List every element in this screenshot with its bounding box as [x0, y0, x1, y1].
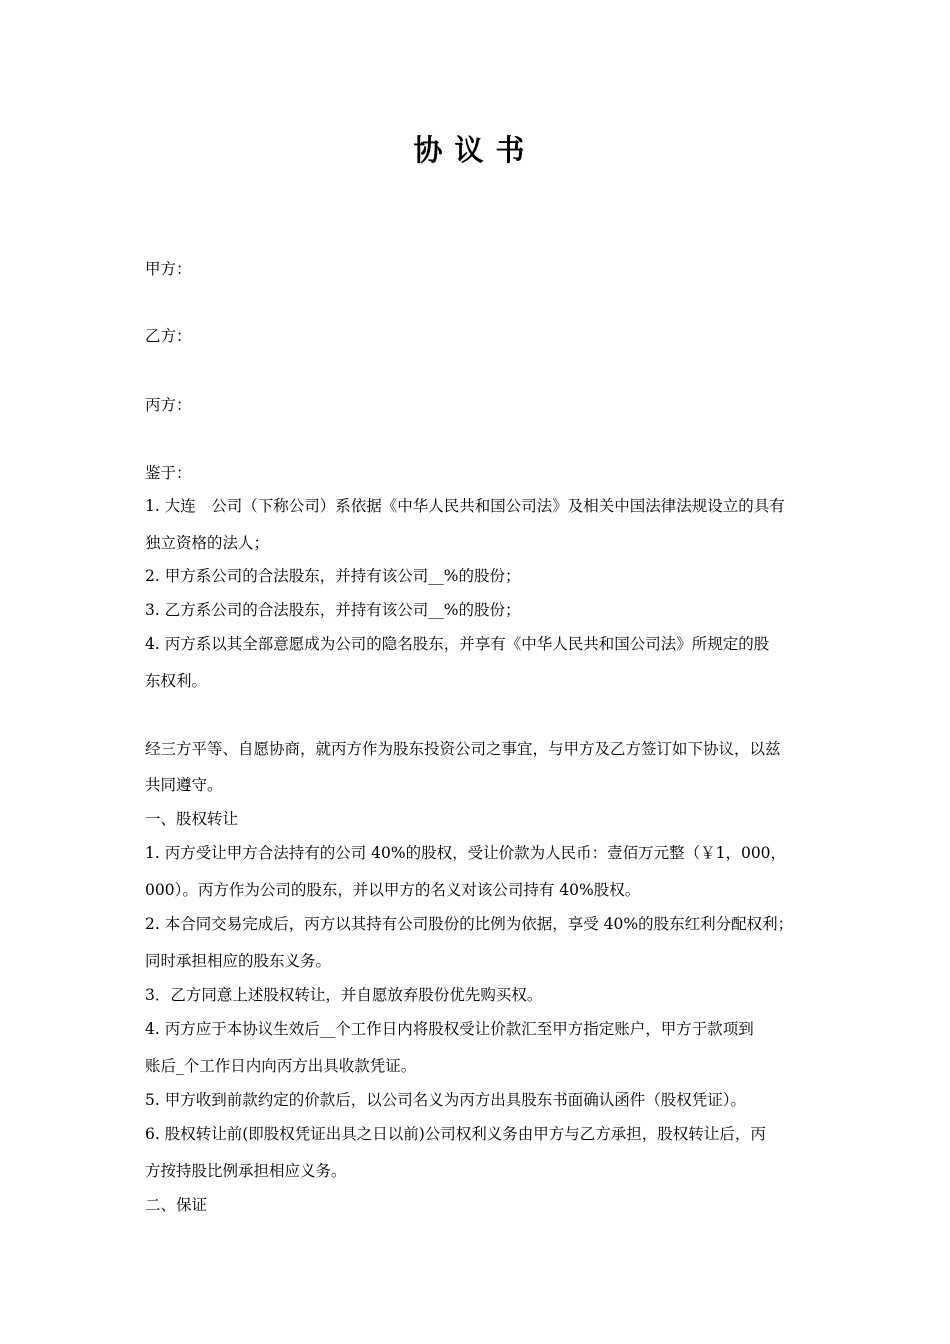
preamble-line: 经三方平等、自愿协商，就丙方作为股东投资公司之事宜，与甲方及乙方签订如下协议，以兹	[145, 740, 781, 758]
section-line: 同时承担相应的股东义务。	[145, 952, 332, 970]
section-line: 方按持股比例承担相应义务。	[145, 1162, 347, 1180]
section-line: 5. 甲方收到前款约定的价款后，以公司名义为丙方出具股东书面确认函件（股权凭证）。	[145, 1091, 746, 1109]
document-title: 协议书	[413, 133, 537, 167]
section-line: 6. 股权转让前(即股权凭证出具之日以前)公司权利义务由甲方与乙方承担，股权转让后，丙	[145, 1125, 766, 1143]
whereas-line: 1. 大连 公司（下称公司）系依据《中华人民共和国公司法》及相关中国法律法规设立的具有	[145, 497, 785, 515]
whereas-line: 独立资格的法人；	[145, 534, 270, 552]
section-line: 000）。丙方作为公司的股东，并以甲方的名义对该公司持有 40%股权。	[145, 881, 641, 899]
party-c-label: 丙方：	[145, 396, 192, 414]
section-line: 2. 本合同交易完成后，丙方以其持有公司股份的比例为依据，享受 40%的股东红利分配权利；	[145, 915, 794, 933]
whereas-line: 2. 甲方系公司的合法股东，并持有该公司__%的股份；	[145, 567, 521, 585]
party-a-label: 甲方：	[145, 260, 192, 278]
whereas-line: 3. 乙方系公司的合法股东，并持有该公司__%的股份；	[145, 601, 521, 619]
section-heading: 二、保证	[145, 1196, 208, 1214]
party-b-label: 乙方：	[145, 327, 192, 345]
section-heading: 一、股权转让	[145, 810, 239, 828]
whereas-line: 东权利。	[145, 672, 208, 690]
section-line: 4. 丙方应于本协议生效后__个工作日内将股权受让价款汇至甲方指定账户，甲方于款项到	[145, 1020, 754, 1038]
section-line: 账后_个工作日内向丙方出具收款凭证。	[145, 1057, 417, 1075]
preamble-line: 共同遵守。	[145, 776, 223, 794]
whereas-heading: 鉴于：	[145, 464, 192, 482]
section-line: 3．乙方同意上述股权转让，并自愿放弃股份优先购买权。	[145, 986, 543, 1004]
whereas-line: 4. 丙方系以其全部意愿成为公司的隐名股东，并享有《中华人民共和国公司法》所规定的股	[145, 635, 770, 653]
section-line: 1. 丙方受让甲方合法持有的公司 40%的股权，受让价款为人民币：壹佰万元整（￥1，000，	[145, 844, 787, 862]
